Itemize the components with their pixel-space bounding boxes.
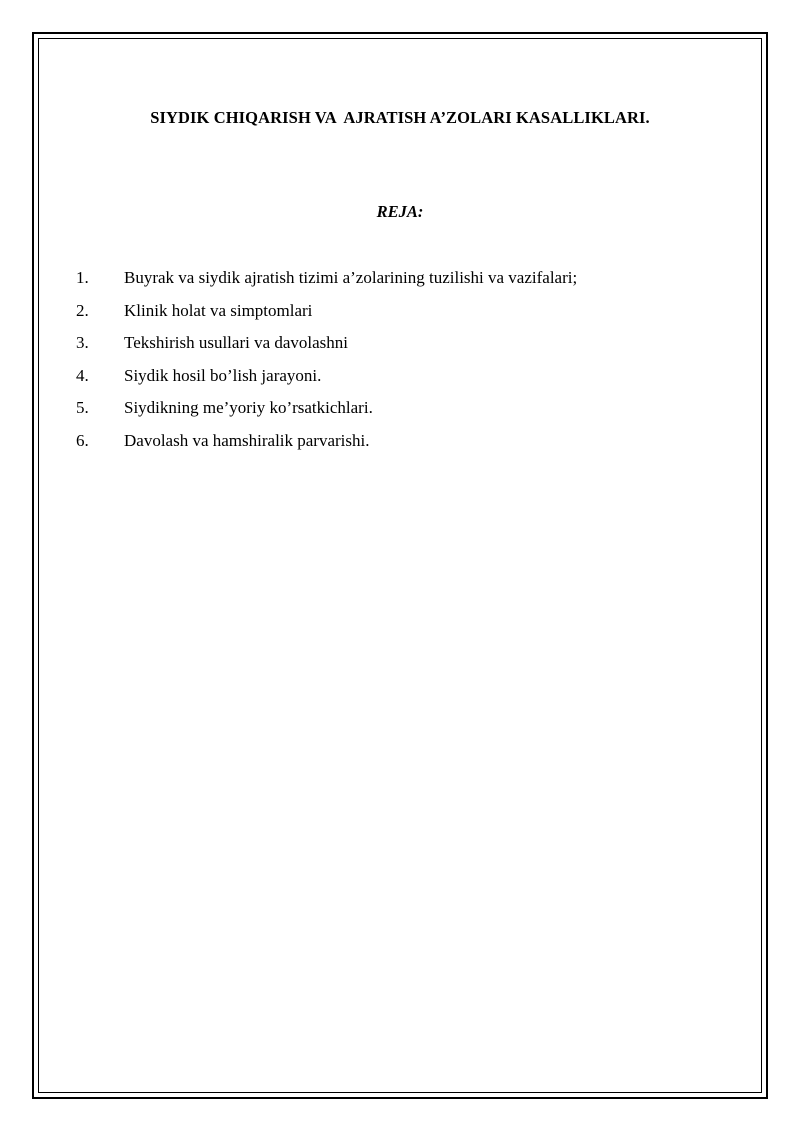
list-item: [76, 364, 577, 397]
list-item-text: Davolash va hamshiralik parvarishi.: [124, 430, 370, 450]
list-item-text: Klinik holat va simptomlari: [124, 300, 313, 320]
list-item: [76, 266, 577, 299]
plan-list: [76, 266, 577, 462]
list-item: [76, 299, 577, 332]
list-item: [76, 331, 577, 364]
list-item-number: 2.: [76, 300, 89, 320]
list-item-number: 4.: [76, 365, 89, 385]
list-item-text: Buyrak va siydik ajratish tizimi a’zolarining tuzilishi va vazifalari;: [124, 268, 578, 287]
list-item: [76, 429, 577, 462]
list-item-text: Siydikning me’yoriy ko’rsatkichlari.: [124, 398, 373, 418]
list-item-text: Tekshirish usullari va davolashni: [124, 333, 349, 353]
list-item: [76, 396, 577, 429]
document-title: SIYDIK CHIQARISH VA AJRATISH A’ZOLARI KASALLIKLARI.: [150, 108, 650, 127]
list-item-number: 3.: [76, 333, 89, 353]
list-item-number: 5.: [76, 398, 89, 418]
page-border-outer: [32, 32, 768, 1099]
page-border-inner: [38, 38, 762, 1093]
list-item-text: Siydik hosil bo’lish jarayoni.: [124, 365, 322, 385]
plan-heading: REJA:: [376, 202, 424, 221]
list-item-number: 1.: [76, 268, 89, 287]
list-item-number: 6.: [76, 430, 89, 450]
